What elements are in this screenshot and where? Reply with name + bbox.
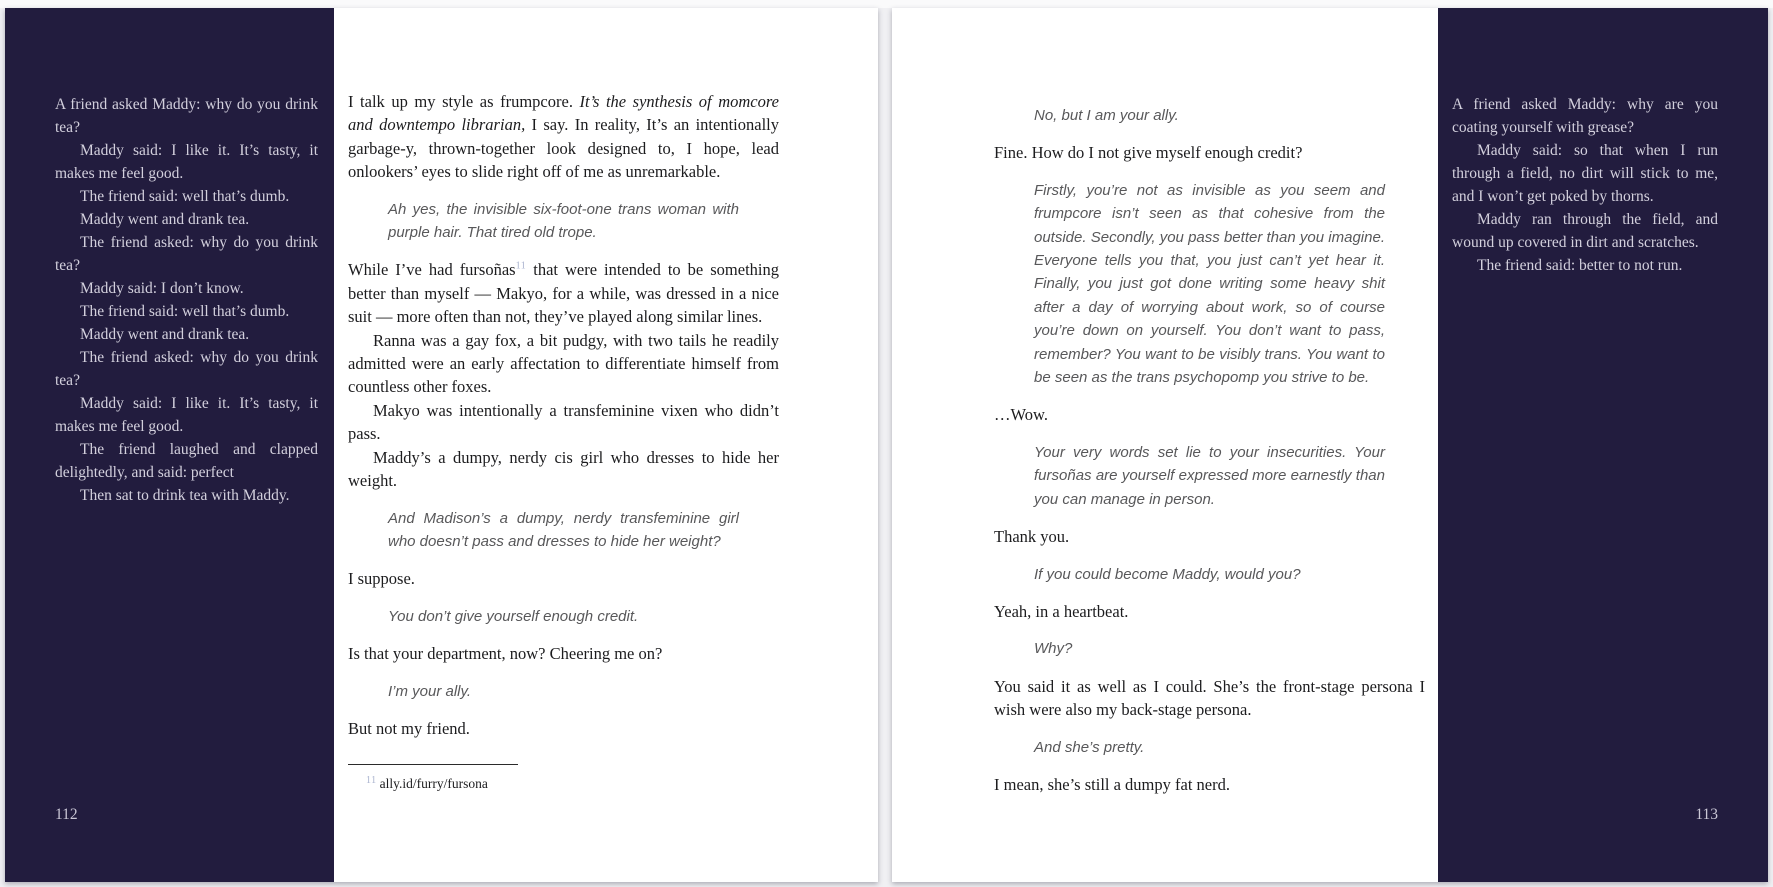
body-paragraph: Maddy ran through the field, and wound up covered in dirt and scratches.: [1452, 211, 1718, 251]
body-paragraph: Ranna was a gay fox, a bit pudgy, with two tails he readily admitted were an early affectation to differentiate himself from countless other foxes.: [348, 330, 779, 397]
body-paragraph: Maddy said: I don’t know.: [80, 280, 244, 297]
body-paragraph: While I’ve had fursoñas$^{11}$ that were intended to be something better than myself — Makyo, for a while, was dressed in a nice suit — more often than not, they’ve played along similar lines.: [348, 260, 779, 327]
inner-voice-quote: Why?: [1034, 640, 1073, 658]
body-paragraph: The friend laughed and clapped delightedly, and said: perfect: [55, 441, 318, 481]
margin-story-text-right: [1452, 93, 1718, 277]
page-number-left: 112: [55, 806, 78, 823]
footnote-ref[interactable]: 11: [515, 260, 527, 272]
inner-voice-quote: And Madison’s a dumpy, nerdy transfeminine girl who doesn’t pass and dresses to hide her weight?: [388, 509, 739, 550]
body-paragraph: I suppose.: [348, 569, 415, 589]
body-paragraph: Maddy said: I like it. It’s tasty, it makes me feel good.: [55, 142, 318, 182]
main-text-column-left: [334, 8, 878, 882]
body-paragraph: You said it as well as I could. She’s the front-stage persona I wish were also my back-stage persona.: [994, 676, 1425, 720]
body-paragraph: A friend asked Maddy: why are you coating yourself with grease?: [1452, 96, 1718, 136]
margin-story-panel-left: [5, 8, 334, 882]
page-right: [892, 8, 1768, 882]
inner-voice-quote: You don’t give yourself enough credit.: [388, 607, 639, 625]
inner-voice-quote: Firstly, you’re not as invisible as you seem and frumpcore isn’t seen as that cohesive from the outside. Secondly, you pass better than you imagine. Everyone tells you that, you just can’t yet hear it. Finally, you just got done writing some heavy shit after a day of worrying about work, so of course you’re down on yourself. You don’t want to pass, remember? You want to be visibly trans. You want to be seen as the trans psychopomp you strive to be.: [1034, 181, 1385, 387]
footnote-marker: 11: [366, 774, 377, 786]
inner-voice-quote: If you could become Maddy, would you?: [1034, 565, 1301, 583]
body-paragraph: The friend asked: why do you drink tea?: [55, 349, 318, 389]
body-paragraph: Maddy went and drank tea.: [80, 211, 250, 228]
body-paragraph: Yeah, in a heartbeat.: [994, 601, 1129, 621]
body-paragraph: The friend said: well that’s dumb.: [80, 303, 290, 320]
body-paragraph: The friend asked: why do you drink tea?: [55, 234, 318, 274]
inner-voice-quote: No, but I am your ally.: [1034, 107, 1179, 124]
body-paragraph: Then sat to drink tea with Maddy.: [80, 487, 290, 504]
body-paragraph: A friend asked Maddy: why do you drink tea?: [55, 96, 318, 136]
main-text-column-right: [892, 8, 1438, 882]
inner-voice-quote: Your very words set lie to your insecurities. Your fursoñas are yourself expressed more earnestly than you can manage in person.: [1034, 443, 1385, 508]
inner-voice-quote: And she’s pretty.: [1034, 738, 1145, 756]
inner-voice-quote: Ah yes, the invisible six-foot-one trans woman with purple hair. That tired old trope.: [388, 200, 739, 242]
margin-story-panel-right: [1438, 8, 1768, 882]
footnote-area: [348, 764, 779, 795]
body-paragraph: Is that your department, now? Cheering me on?: [348, 644, 663, 664]
inner-voice-quote: I’m your ally.: [388, 682, 472, 700]
body-paragraph: Fine. How do I not give myself enough credit?: [994, 143, 1303, 163]
body-paragraph: Maddy went and drank tea.: [80, 326, 250, 343]
body-paragraph: Thank you.: [994, 527, 1070, 547]
body-paragraph: The friend said: better to not run.: [1477, 257, 1683, 274]
body-paragraph: But not my friend.: [348, 718, 470, 738]
page-left: [5, 8, 878, 882]
footnote-url: ally.id/furry/fursona: [379, 776, 488, 792]
body-paragraph: Maddy said: so that when I run through a field, no dirt will stick to me, and I won’t get poked by thorns.: [1452, 142, 1718, 205]
footnote-text: [348, 772, 779, 795]
body-blocks-left: [348, 90, 779, 740]
body-paragraph: Maddy said: I like it. It’s tasty, it makes me feel good.: [55, 395, 318, 435]
body-paragraph: Makyo was intentionally a transfeminine vixen who didn’t pass.: [348, 400, 779, 444]
body-paragraph: Maddy’s a dumpy, nerdy cis girl who dresses to hide her weight.: [348, 447, 779, 491]
body-blocks-right: [994, 104, 1425, 796]
body-paragraph: …Wow.: [994, 405, 1048, 425]
page-number-right: 113: [1695, 806, 1718, 823]
body-paragraph: The friend said: well that’s dumb.: [80, 188, 290, 205]
window-top-strip: [0, 0, 1773, 8]
margin-story-text-left: [55, 93, 318, 507]
body-paragraph: I mean, she’s still a dumpy fat nerd.: [994, 774, 1230, 794]
body-paragraph: I talk up my style as frumpcore. It’s the synthesis of momcore and downtempo librarian, I say. In reality, It’s an intentionally garbage-y, thrown-together look designed to, I hope, lead onlookers’ eyes to slide right off of me as unremarkable.: [348, 92, 779, 182]
footnote-rule: [348, 764, 518, 765]
